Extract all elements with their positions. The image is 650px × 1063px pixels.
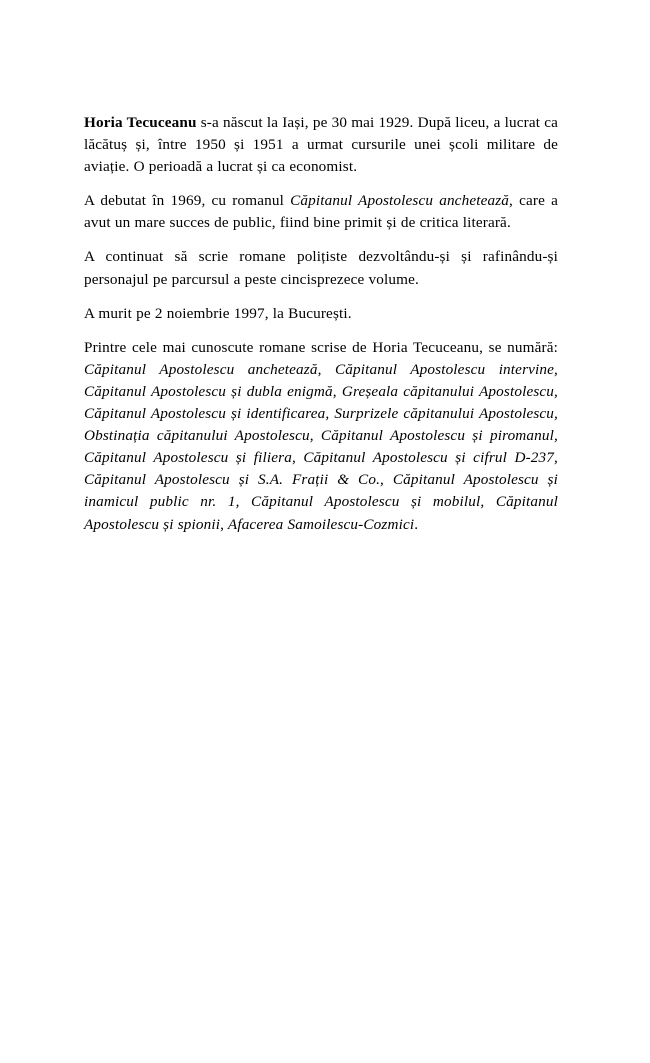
career-body: A continuat să scrie romane polițiste dezvoltându-și și rafinându-și personajul pe parcursul a peste cincisprezece volume. bbox=[84, 248, 558, 288]
debut-novel-title: Căpitanul Apostolescu anchetează bbox=[290, 192, 510, 210]
paragraph-career-development bbox=[84, 246, 558, 290]
bibliography-title-list: Căpitanul Apostolescu anchetează, Căpitanul Apostolescu intervine, Căpitanul Apostolescu și dubla enigmă, Greșeala căpitanului Apostolescu, Căpitanul Apostolescu și identificarea, Surprizele căpitanului Apostolescu, Obstinația căpitanului Apostolescu, Căpitanul Apostolescu și piromanul, Căpitanul Apostolescu și filiera, Căpitanul Apostolescu și cifrul D-237, Căpitanul Apostolescu și S.A. Frații & Co., Căpitanul Apostolescu și inamicul public nr. 1, Căpitanul Apostolescu și mobilul, Căpitanul Apostolescu și spionii, Afacerea Samoilescu-Cozmici bbox=[84, 360, 558, 533]
paragraph-death bbox=[84, 303, 558, 325]
biography-text-block bbox=[84, 112, 558, 536]
debut-text-after: , care a avut un mare succes de public, fiind bine primit și de critica literară. bbox=[84, 192, 558, 232]
death-body: A murit pe 2 noiembrie 1997, la București. bbox=[84, 304, 352, 322]
author-name: Horia Tecuceanu bbox=[84, 114, 197, 131]
paragraph-birth-body: s-a născut la Iași, pe 30 mai 1929. După liceu, a lucrat ca lăcătuș și, între 1950 și 1951 a urmat cursurile unei școli militare de aviație. O perioadă a lucrat și ca economist. bbox=[84, 114, 558, 176]
bibliography-intro: Printre cele mai cunoscute romane scrise de Horia Tecuceanu, se numără: bbox=[84, 338, 558, 356]
paragraph-bibliography bbox=[84, 337, 558, 536]
bibliography-terminator: . bbox=[414, 515, 419, 533]
paragraph-debut-novel bbox=[84, 190, 558, 234]
paragraph-birth-and-early-life bbox=[84, 112, 558, 178]
debut-text-before: A debutat în 1969, cu romanul bbox=[84, 192, 291, 210]
